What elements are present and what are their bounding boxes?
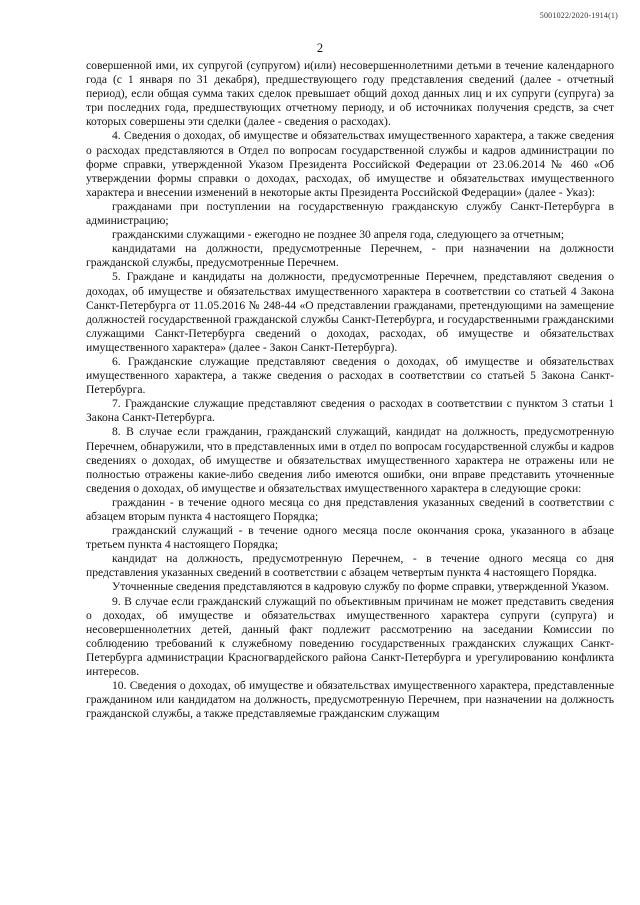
document-number: 5001022/2020-1914(1)	[539, 11, 618, 20]
paragraph-8-candidate: кандидат на должность, предусмотренную Перечнем, - в течение одного месяца со дня представления указанных сведений в соответствии с абзацем четвертым пункта 4 настоящего Порядка.	[86, 552, 614, 580]
paragraph-5: 5. Граждане и кандидаты на должности, предусмотренные Перечнем, представляют сведения о доходах, об имуществе и обязательствах имущественного характера в соответствии со статьей 4 Закона Санкт-Петербурга от 11.05.2016 № 248-44 «О представлении гражданами, претендующими на замещение должностей государственной гражданской службы Санкт-Петербурга, и государственными гражданскими служащими Санкт-Петербурга сведений о доходах, расходах, об имуществе и обязательствах имущественного характера» (далее - Закон Санкт-Петербурга).	[86, 270, 614, 354]
paragraph-continuation: совершенной ими, их супругой (супругом) и(или) несовершеннолетними детьми в течение календарного года (с 1 января по 31 декабря), предшествующего году представления сведений (далее - отчетный период), если общая сумма таких сделок превышает общий доход данных лиц и их супруги (супруга) за три последних года, предшествующих отчетному периоду, и об источниках получения средств, за счет которых совершены эти сделки (далее - сведения о расходах).	[86, 59, 614, 129]
page-number: 2	[316, 41, 324, 55]
paragraph-6: 6. Гражданские служащие представляют сведения о доходах, об имуществе и обязательствах имущественного характера, а также сведения о расходах в соответствии со статьей 5 Закона Санкт-Петербурга.	[86, 354, 614, 397]
paragraph-8-citizen: гражданин - в течение одного месяца со дня представления указанных сведений в соответствии с абзацем вторым пункта 4 настоящего Порядка;	[86, 495, 614, 523]
paragraph-8-servant: гражданский служащий - в течение одного месяца после окончания срока, указанного в абзаце третьем пункта 4 настоящего Порядка;	[86, 524, 614, 552]
paragraph-9: 9. В случае если гражданский служащий по объективным причинам не может представить сведения о доходах, об имуществе и обязательствах имущественного характера супруги (супруга) и несовершеннолетних детей, данный факт подлежит рассмотрению на заседании Комиссии по соблюдению требований к служебному поведению государственных гражданских служащих Санкт-Петербурга администрации Красногвардейского района Санкт-Петербурга и урегулированию конфликта интересов.	[86, 594, 614, 679]
paragraph-8: 8. В случае если гражданин, гражданский служащий, кандидат на должность, предусмотренную Перечнем, обнаружили, что в представленных ими в отдел по вопросам государственной службы и кадров сведениях о доходах, об имуществе и обязательствах имущественного характера не отражены или не полностью отражены какие-либо сведения либо имеются ошибки, они вправе представить уточненные сведения о доходах, об имуществе и обязательствах имущественного характера в следующие сроки:	[86, 425, 614, 495]
paragraph-10: 10. Сведения о доходах, об имуществе и обязательствах имущественного характера, представленные гражданином или кандидатом на должность, предусмотренную Перечнем, при назначении на должность гражданской службы, а также представляемые гражданским служащим	[86, 679, 614, 721]
paragraph-4-servants: гражданскими служащими - ежегодно не позднее 30 апреля года, следующего за отчетным;	[112, 228, 565, 242]
paragraph-4: 4. Сведения о доходах, об имуществе и обязательствах имущественного характера, а также сведения о расходах представляются в Отдел по вопросам государственной службы и кадров администрации по форме справки, утвержденной Указом Президента Российской Федерации от 23.06.2014 № 460 «Об утверждении формы справки о доходах, расходах, об имуществе и обязательствах имущественного характера и внесении изменений в некоторые акты Президента Российской Федерации» (далее - Указ):	[86, 129, 614, 199]
paragraph-8-form: Уточненные сведения представляются в кадровую службу по форме справки, утвержденной Указом.	[112, 580, 609, 594]
document-body	[86, 59, 614, 721]
paragraph-4-citizens: гражданами при поступлении на государственную гражданскую службу Санкт-Петербурга в администрацию;	[86, 199, 614, 228]
paragraph-7: 7. Гражданские служащие представляют сведения о расходах в соответствии с пунктом 3 статьи 1 Закона Санкт-Петербурга.	[86, 397, 614, 425]
paragraph-4-candidates: кандидатами на должности, предусмотренные Перечнем, - при назначении на должности гражданской службы, предусмотренные Перечнем.	[86, 242, 614, 270]
